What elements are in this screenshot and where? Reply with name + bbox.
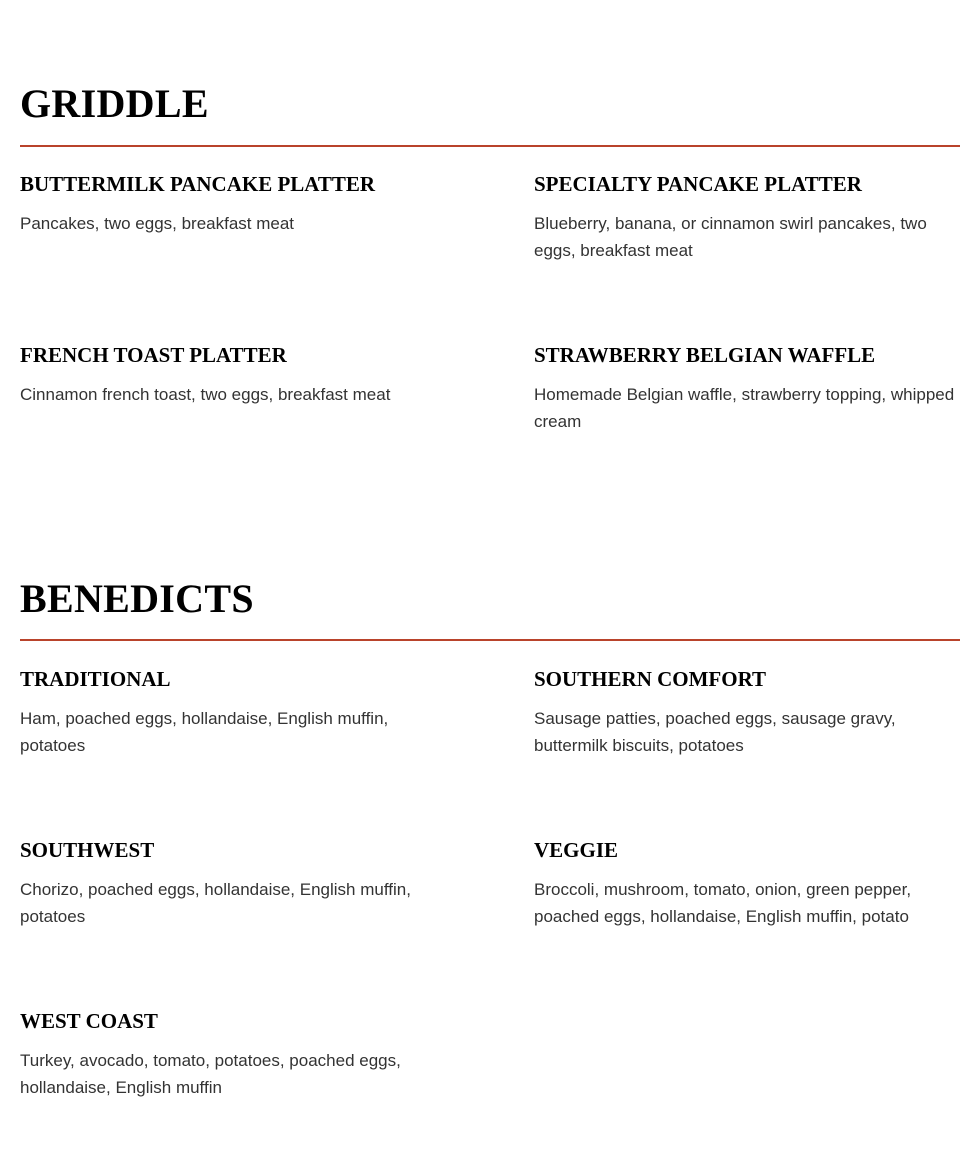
menu-item-name: STRAWBERRY BELGIAN WAFFLE [534,343,876,367]
section-divider-griddle [20,145,960,147]
menu-item-name: TRADITIONAL [20,667,171,691]
menu-item-description: Pancakes, two eggs, breakfast meat [20,214,295,233]
menu-item-description: Ham, poached eggs, hollandaise, English muffin, potatoes [20,709,389,755]
menu-item-southern-comfort [534,667,964,759]
menu-item-name: WEST COAST [20,1009,158,1033]
menu-item-description: Homemade Belgian waffle, strawberry topping, whipped cream [534,385,955,431]
section-title-griddle: GRIDDLE [20,81,209,126]
menu-item-name: BUTTERMILK PANCAKE PLATTER [20,172,376,196]
menu-item-description: Blueberry, banana, or cinnamon swirl pancakes, two eggs, breakfast meat [534,214,927,260]
menu-item-name: VEGGIE [534,838,619,862]
menu-item-description: Broccoli, mushroom, tomato, onion, green pepper, poached eggs, hollandaise, English muffin, potato [534,880,912,926]
menu-item-description: Sausage patties, poached eggs, sausage gravy, buttermilk biscuits, potatoes [534,709,896,755]
menu-item-buttermilk-pancake-platter [20,172,450,237]
menu-item-name: SOUTHERN COMFORT [534,667,767,691]
menu-item-specialty-pancake-platter [534,172,964,264]
menu-item-name: SPECIALTY PANCAKE PLATTER [534,172,862,196]
menu-item-french-toast-platter [20,343,450,408]
section-divider-benedicts [20,639,960,641]
menu-item-west-coast [20,1009,450,1101]
section-title-benedicts: BENEDICTS [20,576,254,621]
menu-item-southwest [20,838,450,930]
menu-item-description: Cinnamon french toast, two eggs, breakfast meat [20,385,391,404]
menu-item-traditional [20,667,450,759]
menu-item-strawberry-belgian-waffle [534,343,964,435]
menu-item-description: Chorizo, poached eggs, hollandaise, English muffin, potatoes [20,880,411,926]
menu-item-name: FRENCH TOAST PLATTER [20,343,287,367]
menu-item-veggie [534,838,964,930]
menu-item-description: Turkey, avocado, tomato, potatoes, poached eggs, hollandaise, English muffin [20,1051,401,1097]
menu-item-name: SOUTHWEST [20,838,155,862]
